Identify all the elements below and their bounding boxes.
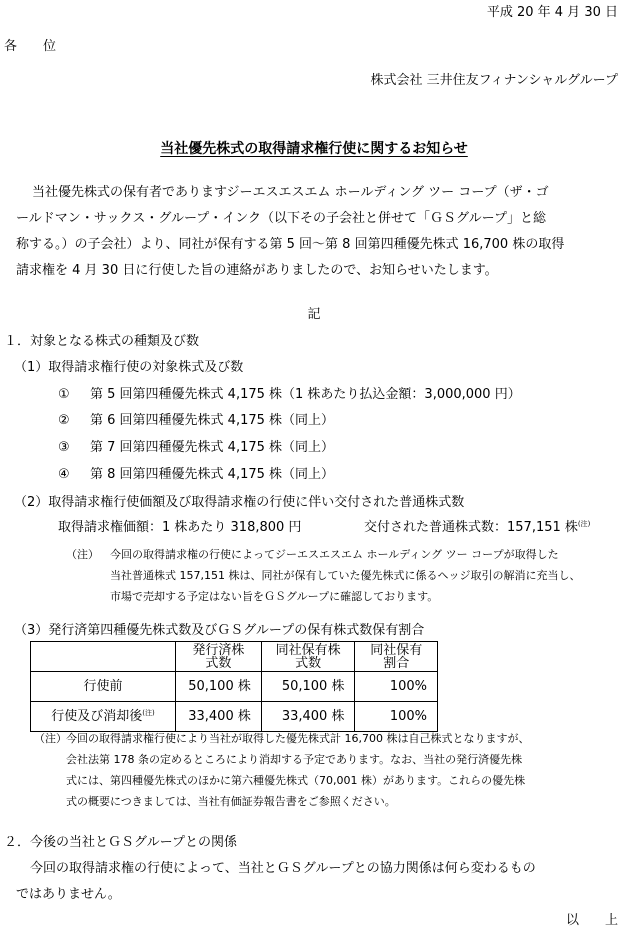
sub3-heading: （3）発行済第四種優先株式数及びＧＳグループの保有株式数保有割合	[14, 623, 425, 638]
shares-text: 交付された普通株式数：157,151 株	[364, 520, 578, 535]
price-line: 取得請求権価額：1 株あたり 318,800 円	[58, 520, 302, 535]
table-header-row	[31, 642, 438, 672]
row-label-text: 行使及び消却後	[51, 709, 143, 724]
held-cell: 33,400 株	[261, 702, 355, 732]
recipient: 各 位	[4, 39, 57, 54]
note-line: 当社普通株式 157,151 株は、同社が保有していた優先株式に係るヘッジ取引の解消に充当し、	[110, 569, 581, 582]
item-text: 第 8 回第四種優先株式 4,175 株（同上）	[90, 467, 335, 482]
intro-paragraph	[16, 180, 620, 284]
document-date: 平成 20 年 4 月 30 日	[486, 5, 618, 20]
note-line: 式には、第四種優先株式のほかに第六種優先株式（70,001 株）があります。これらの優先株	[66, 774, 526, 787]
company-name: 株式会社 三井住友フィナンシャルグループ	[370, 73, 618, 88]
shares-line	[364, 521, 590, 534]
item-mark: ②	[58, 413, 70, 428]
section2-body-line: ではありません。	[16, 887, 121, 902]
intro-line: 称する。）の子会社）より、同社が保有する第 5 回～第 8 回第四種優先株式 16,700 株の取得	[16, 237, 565, 252]
note-line: 今回の取得請求権の行使によってジーエスエスエム ホールディング ツー コープが取得した	[110, 548, 559, 561]
table-header-cell: 発行済株式数	[176, 642, 262, 672]
closing-mark: 以 上	[565, 913, 618, 928]
note-line: 今回の取得請求権行使により当社が取得した優先株式計 16,700 株は自己株式となりますが、	[66, 732, 530, 745]
item-mark: ③	[58, 440, 70, 455]
note-label: （注）	[66, 548, 99, 561]
sub1-heading: （1）取得請求権行使の対象株式及び数	[14, 360, 244, 375]
table-header-cell	[31, 642, 176, 672]
intro-line: 当社優先株式の保有者でありますジーエスエスエム ホールディング ツー コープ（ザ・ゴ	[32, 185, 549, 200]
item-text: 第 7 回第四種優先株式 4,175 株（同上）	[90, 440, 335, 455]
intro-line: 請求権を 4 月 30 日に行使した旨の連絡がありましたので、お知らせいたします。	[16, 263, 498, 278]
note-line: 市場で売却する予定はない旨をＧＳグループに確認しております。	[110, 590, 439, 603]
note-line: 会社法第 178 条の定めるところにより消却する予定であります。なお、当社の発行済優先株	[66, 753, 523, 766]
issued-cell: 33,400 株	[176, 702, 262, 732]
table-row	[31, 702, 438, 732]
ratio-cell: 100%	[355, 672, 438, 702]
ratio-cell: 100%	[355, 702, 438, 732]
section2-body-line: 今回の取得請求権の行使によって、当社とＧＳグループとの協力関係は何ら変わるもの	[30, 861, 536, 876]
item-text: 第 5 回第四種優先株式 4,175 株（1 株あたり払込金額：3,000,000 円）	[90, 387, 521, 402]
holdings-table	[30, 641, 438, 732]
intro-line: ールドマン・サックス・グループ・インク（以下その子会社と併せて「ＧＳグループ」と総	[16, 211, 547, 226]
note-mark: (注)	[577, 520, 591, 528]
held-cell: 50,100 株	[261, 672, 355, 702]
section2-heading: ２．今後の当社とＧＳグループとの関係	[4, 835, 237, 850]
ki-marker: 記	[307, 307, 321, 322]
note-body	[66, 728, 529, 812]
sub2-heading: （2）取得請求権行使価額及び取得請求権の行使に伴い交付された普通株式数	[14, 495, 465, 510]
row-label-text: 行使前	[83, 679, 123, 694]
row-label	[31, 702, 176, 732]
note-mark: (注)	[142, 709, 155, 717]
note-body	[110, 544, 580, 607]
item-mark: ①	[58, 387, 70, 402]
table-header-cell: 同社保有割合	[355, 642, 438, 672]
note-label: （注）	[34, 732, 67, 745]
item-text: 第 6 回第四種優先株式 4,175 株（同上）	[90, 413, 335, 428]
issued-cell: 50,100 株	[176, 672, 262, 702]
table-header-cell: 同社保有株式数	[261, 642, 355, 672]
table-row	[31, 672, 438, 702]
document-title: 当社優先株式の取得請求権行使に関するお知らせ	[160, 141, 468, 157]
row-label	[31, 672, 176, 702]
section1-heading: １．対象となる株式の種類及び数	[4, 334, 200, 349]
item-mark: ④	[58, 467, 70, 482]
note-line: 式の概要につきましては、当社有価証券報告書をご参照ください。	[66, 795, 396, 808]
